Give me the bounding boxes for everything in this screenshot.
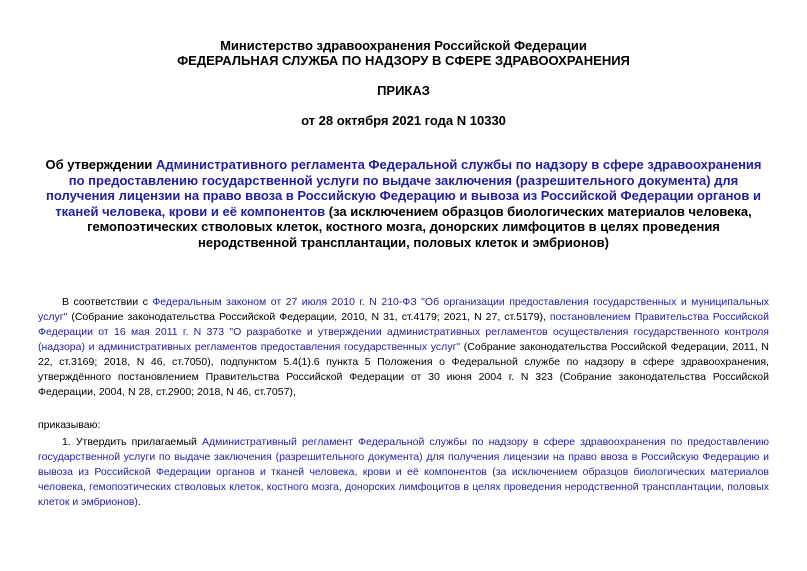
order-word: приказываю: — [38, 419, 101, 431]
preamble-text-3: (Собрание законодательства Российской Федерации, 2011, N 22, ст.3169; 2018, N 46, ст.7050), подпунктом 5.4(1).6 пункта 5 Положения о Федеральной службе по надзору в сфере здравоохранения, утверждённого постановлением Правительства Российской Федерации от 30 июня 2004 г. N 323 (Собрание законодательства Российской Федерации, 2004, N 28, ст.2900; 2018, N 46, ст.7057), — [38, 341, 769, 398]
preamble-text-1: В соответствии с — [62, 296, 153, 308]
item-1-text-1: 1. Утвердить прилагаемый — [62, 436, 202, 448]
title-prefix: Об утверждении — [45, 157, 156, 172]
preamble-text-2: (Собрание законодательства Российской Федерации, 2010, N 31, ст.4179; 2021, N 27, ст.5179), — [67, 311, 550, 323]
title-regulation-link[interactable]: Административного регламента Федеральной службы по надзору в сфере здравоохранения по предоставлению государственной услуги по выдаче заключения (разрешительного документа) для получения лицензии на право ввоза в Российскую Федерацию и вывоза из Российской Федерации органов и тканей человека, крови и её компонентов — [46, 157, 762, 219]
order-type: ПРИКАЗ — [377, 83, 430, 98]
document-title — [38, 157, 769, 250]
item-1-paragraph — [38, 435, 769, 510]
title-suffix: (за исключением образцов биологических материалов человека, гемопоэтических стволовых клеток, костного мозга, донорских лимфоцитов в целях проведения неродственной трансплантации, половых клеток и эмбрионов) — [87, 203, 752, 250]
order-date-number: от 28 октября 2021 года N 10330 — [301, 113, 506, 128]
government-decree-link[interactable]: постановлением Правительства Российской Федерации от 16 мая 2011 г. N 373 "О разработке и утверждении административных регламентов осуществления государственного контроля (надзора) и административных регламентов предоставления государственных услуг" — [38, 311, 769, 353]
service-name: ФЕДЕРАЛЬНАЯ СЛУЖБА ПО НАДЗОРУ В СФЕРЕ ЗДРАВООХРАНЕНИЯ — [177, 53, 630, 68]
regulation-link[interactable]: Административный регламент Федеральной службы по надзору в сфере здравоохранения по предоставлению государственной услуги по выдаче заключения (разрешительного документа) для получения лицензии на право ввоза в Российскую Федерацию и вывоза из Российской Федерации органов и тканей человека, крови и её компонентов (за исключением образцов биологических материалов человека, гемопоэтических стволовых клеток, костного мозга, донорских лимфоцитов в целях проведения неродственной трансплантации, половых клеток и эмбрионов) — [38, 436, 769, 508]
federal-law-link[interactable]: Федеральным законом от 27 июля 2010 г. N 210-ФЗ "Об организации предоставления государственных и муниципальных услуг" — [38, 296, 770, 323]
ministry-name: Министерство здравоохранения Российской Федерации — [220, 38, 587, 53]
preamble-paragraph — [38, 295, 769, 400]
item-1-text-2: . — [137, 496, 141, 508]
